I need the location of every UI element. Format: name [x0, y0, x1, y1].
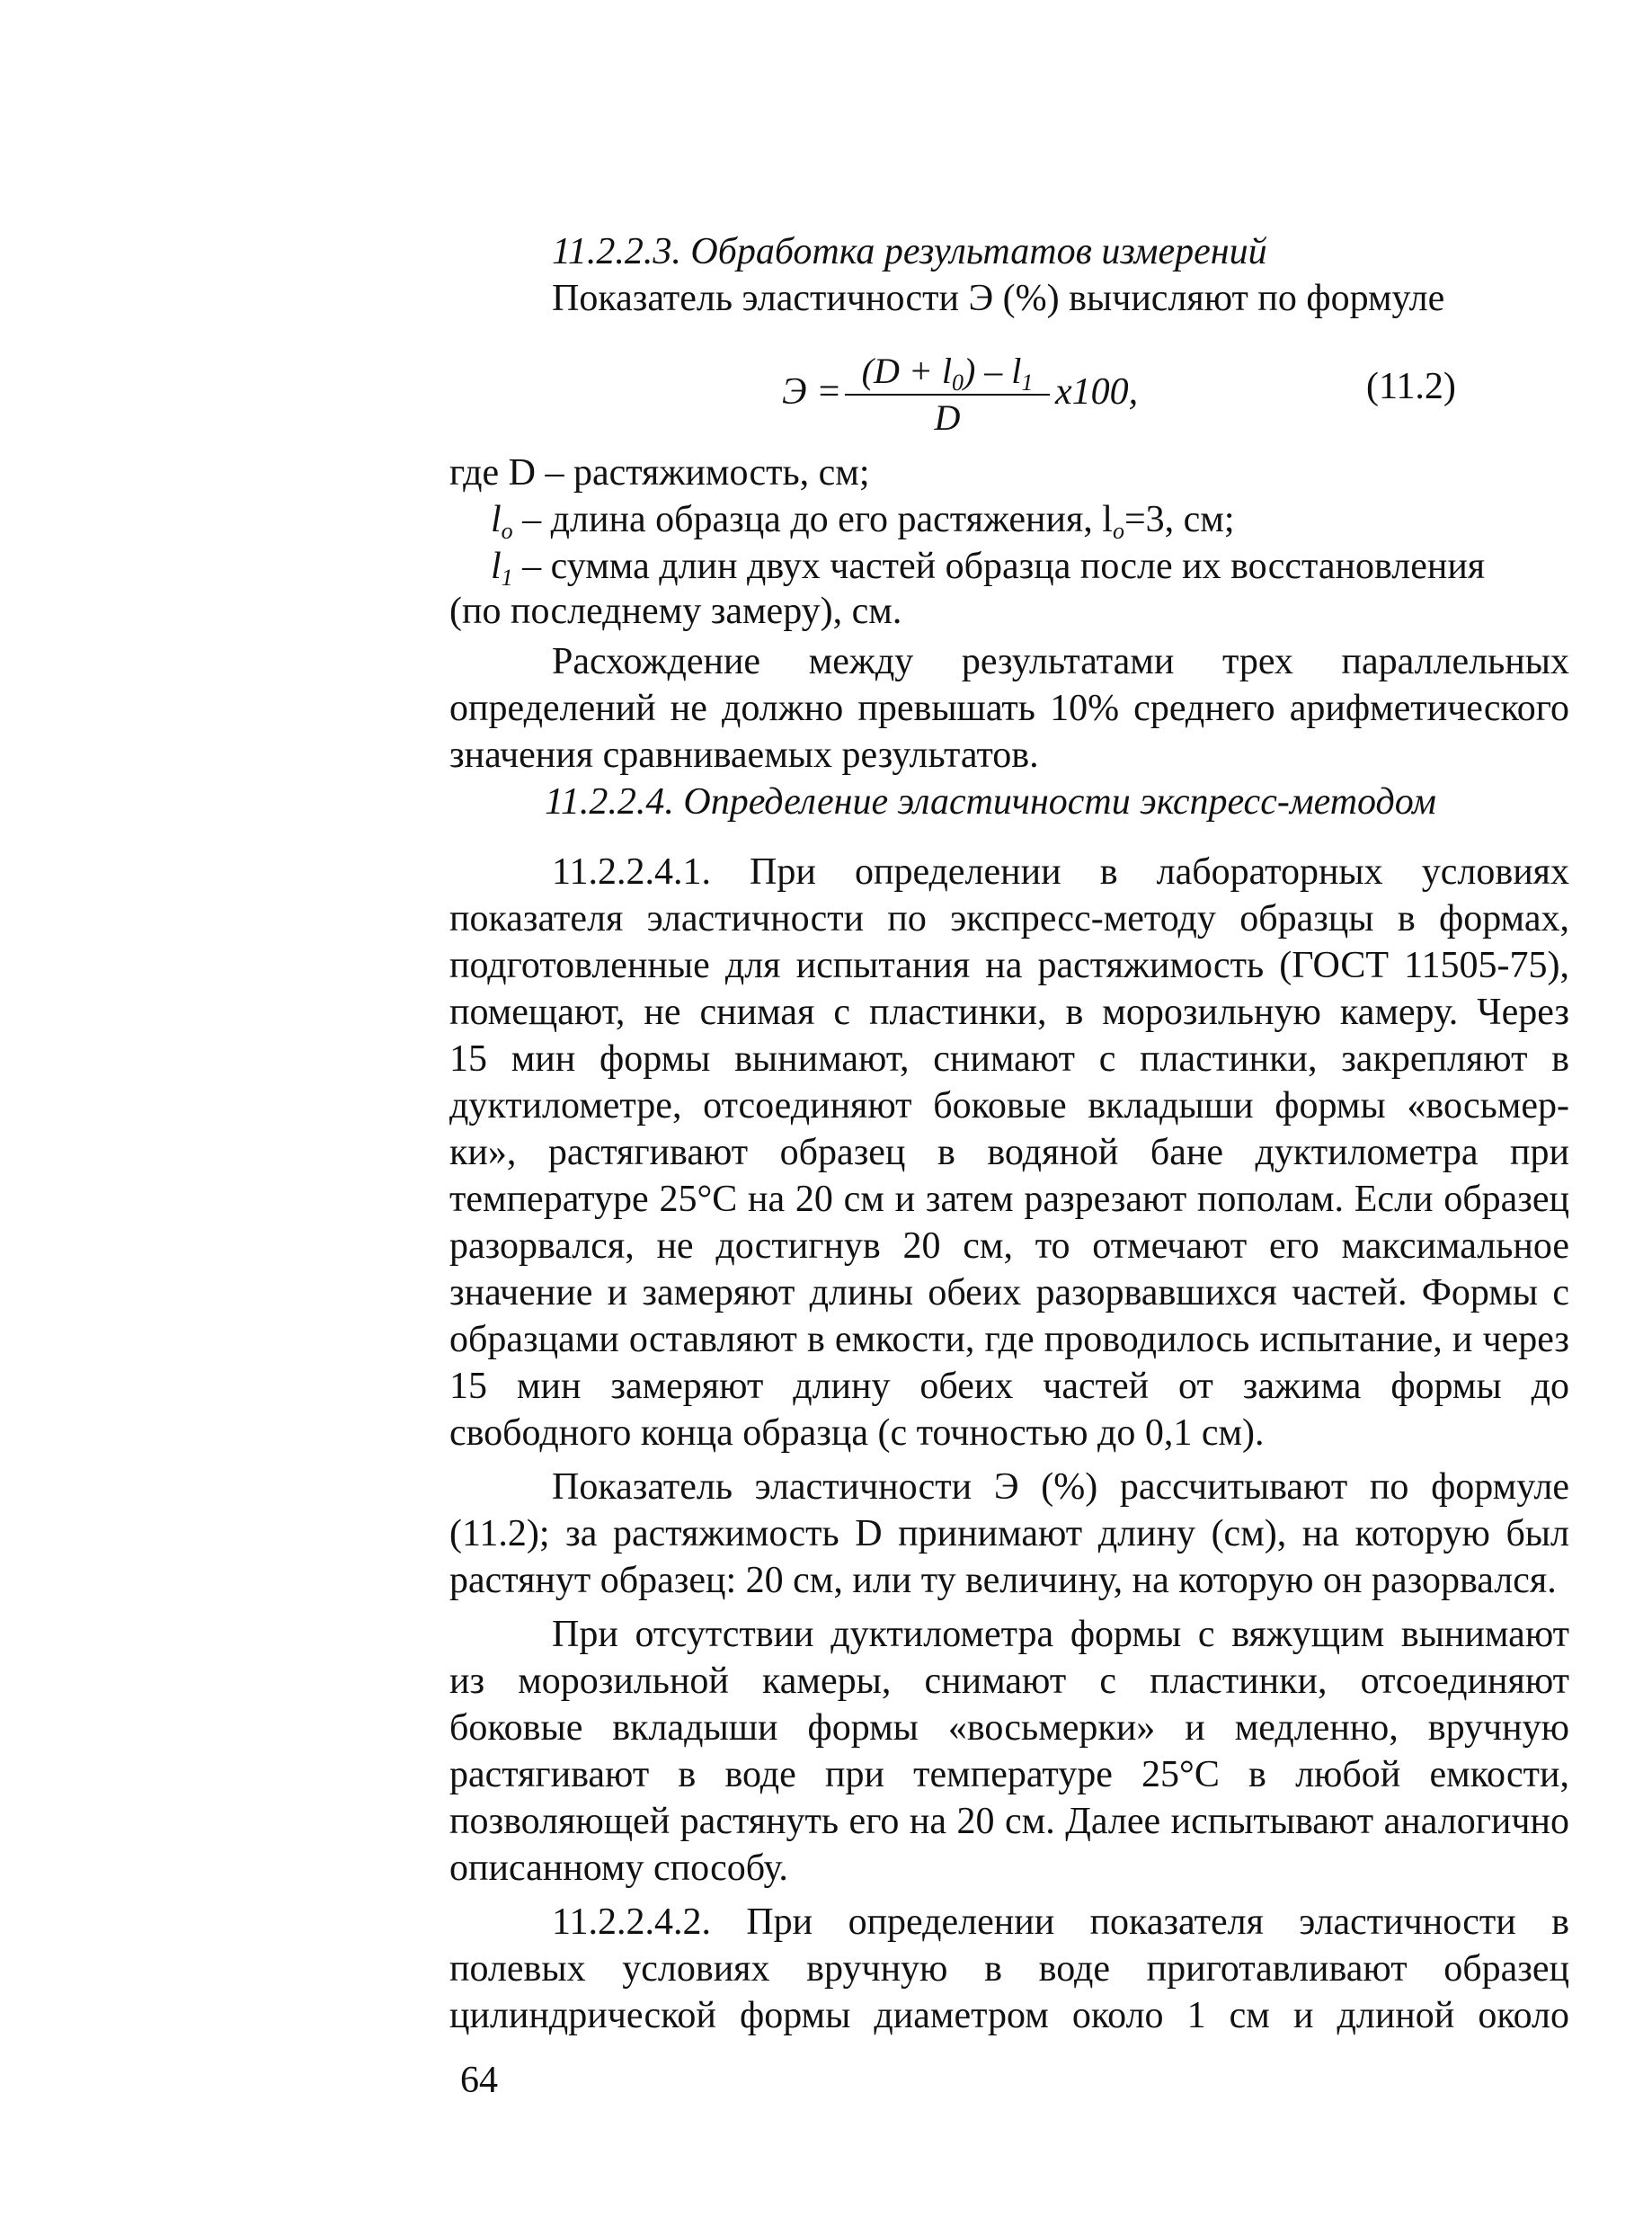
para-4-1-line: 15 мин формы вынимают, снимают с пластинки, закрепляют в — [449, 1038, 1569, 1080]
para-manual-line: из морозильной камеры, снимают с пластинки, отсоединяют — [449, 1661, 1569, 1702]
para-manual-line: При отсутствии дуктилометра формы с вяжущим вынимают — [552, 1614, 1569, 1655]
formula-fraction — [845, 349, 1050, 441]
page-number: 64 — [460, 2060, 498, 2101]
para-4-2-line: 11.2.2.4.2. При определении показателя эластичности в — [552, 1901, 1569, 1943]
section-heading: 11.2.2.3. Обработка результатов измерений — [552, 231, 1267, 272]
para-4-1-line: значение и замеряют длины обеих разорвавшихся частей. Формы с — [449, 1272, 1569, 1313]
para-manual-line: растягивают в воде при температуре 25°С в любой емкости, — [449, 1754, 1569, 1795]
para-4-2-line: цилиндрической формы диаметром около 1 см и длиной около — [449, 1995, 1569, 2036]
para-4-1-line: помещают, не снимая с пластинки, в морозильную камеру. Через — [449, 992, 1569, 1033]
formula-number: (11.2) — [1366, 366, 1456, 407]
formula-numerator: $(D + l_0) - l_1$ — [845, 349, 1050, 396]
para-calc-line: растянут образец: 20 см, или ту величину, на которую он разорвался. — [449, 1560, 1557, 1601]
intro-text: Показатель эластичности Э (%) вычисляют по формуле — [552, 278, 1445, 319]
where-l1-line: $l_1$ – сумма длин двух частей образца после их восстановления — [491, 546, 1486, 591]
para-4-1-line: 15 мин замеряют длину обеих частей от зажима формы до — [449, 1366, 1569, 1407]
para-4-1-line: подготовленные для испытания на растяжимость (ГОСТ 11505-75), — [449, 945, 1569, 986]
para-4-2-line: полевых условиях вручную в воде приготавливают образец — [449, 1948, 1569, 1990]
para-4-1-line: образцами оставляют в емкости, где проводилось испытание, и через — [449, 1319, 1569, 1360]
where-d-line: где D – растяжимость, см; — [449, 452, 870, 494]
subheading: 11.2.2.4. Определение эластичности экспресс-методом — [545, 781, 1436, 823]
para-4-1-line: ки», растягивают образец в водяной бане дуктилометра при — [449, 1132, 1569, 1173]
divergence-line-3: значения сравниваемых результатов. — [449, 735, 1039, 776]
formula-denominator: D — [934, 397, 961, 438]
where-l1-continuation: (по последнему замеру), см. — [449, 591, 902, 632]
para-4-1-line: 11.2.2.4.1. При определении в лабораторных условиях — [552, 851, 1569, 893]
where-l0-line: $l_o$ – длина образца до его растяжения, $l_o=3$, см; — [491, 499, 1235, 544]
para-4-1-line: показателя эластичности по экспресс-методу образцы в формах, — [449, 898, 1569, 939]
para-4-1-line: разорвался, не достигнув 20 см, то отмечают его максимальное — [449, 1225, 1569, 1267]
para-4-1-line: температуре 25°С на 20 см и затем разрезают пополам. Если образец — [449, 1179, 1569, 1220]
formula-lhs: Э = — [782, 371, 842, 413]
para-4-1-line: дуктилометре, отсоединяют боковые вкладыши формы «восьмер- — [449, 1085, 1569, 1126]
para-manual-line: боковые вкладыши формы «восьмерки» и медленно, вручную — [449, 1707, 1569, 1749]
para-4-1-line: свободного конца образца (с точностью до 0,1 см). — [449, 1412, 1265, 1454]
para-manual-line: описанному способу. — [449, 1848, 788, 1889]
formula-tail: x100, — [1055, 371, 1139, 413]
para-calc-line: Показатель эластичности Э (%) рассчитывают по формуле — [552, 1466, 1569, 1508]
para-manual-line: позволяющей растянуть его на 20 см. Далее испытывают аналогично — [449, 1801, 1569, 1842]
para-calc-line: (11.2); за растяжимость D принимают длину (см), на которую был — [449, 1513, 1569, 1554]
divergence-line-1: Расхождение между результатами трех параллельных — [552, 641, 1569, 682]
divergence-line-2: определений не должно превышать 10% среднего арифметического — [449, 688, 1569, 729]
